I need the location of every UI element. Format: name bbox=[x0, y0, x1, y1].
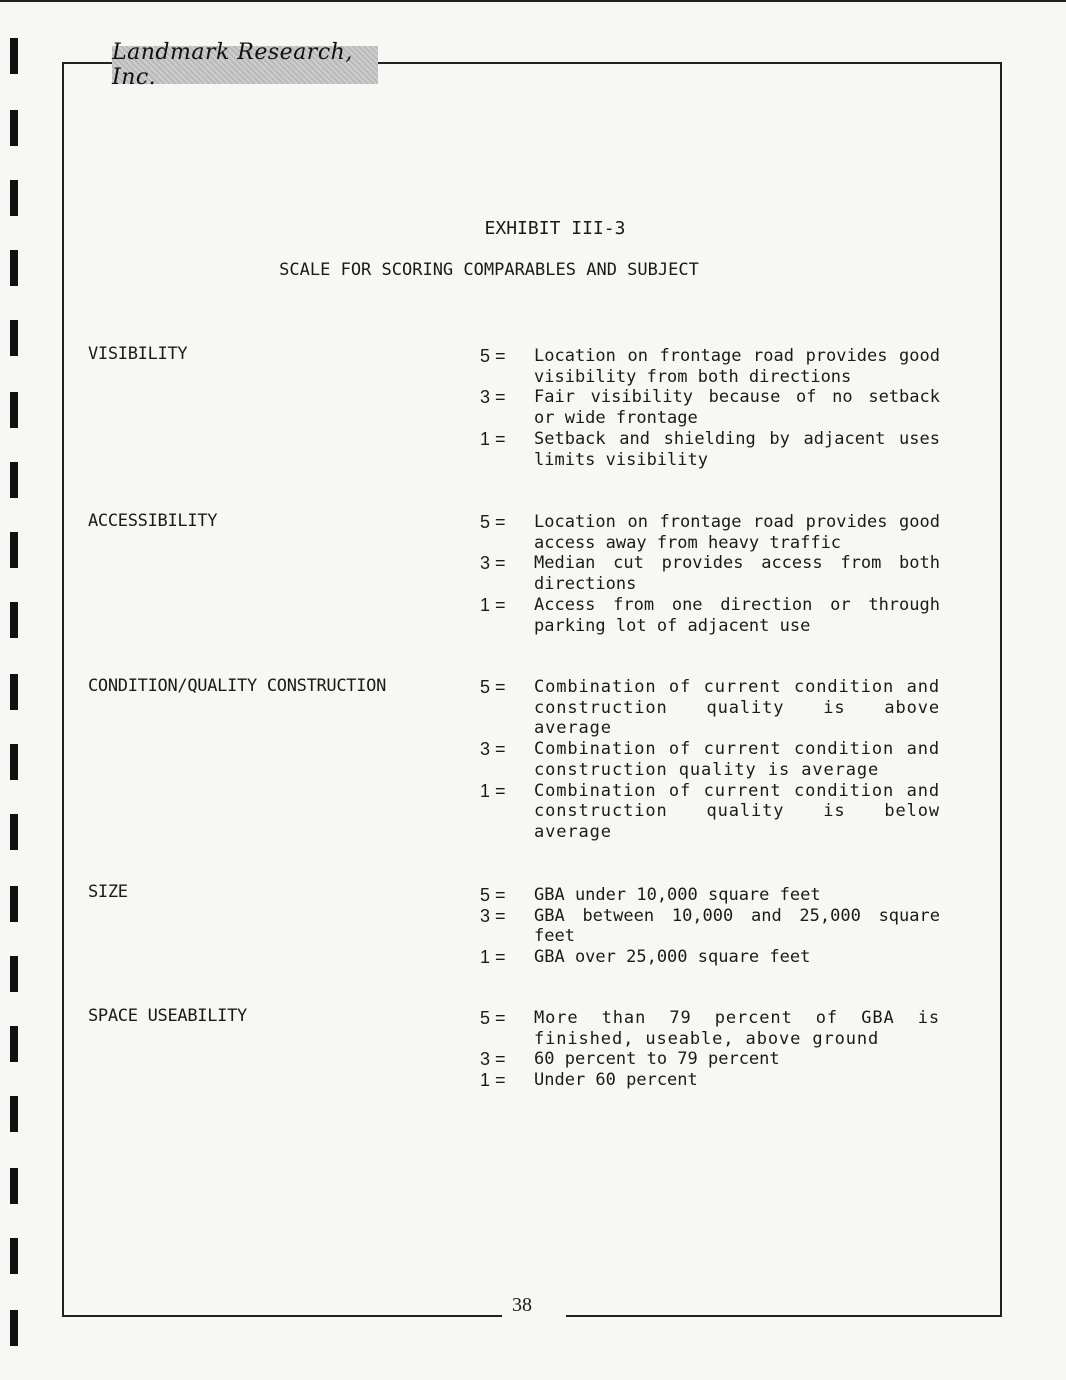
binding-hole bbox=[10, 1310, 18, 1346]
score-description: GBA over 25,000 square feet bbox=[534, 947, 811, 968]
scale-row bbox=[480, 595, 942, 636]
criterion-size: SIZE bbox=[88, 882, 128, 902]
score-label: 3 = bbox=[480, 739, 506, 760]
score-description: Combination of current condition and construction quality is average bbox=[534, 739, 940, 780]
page-top-edge bbox=[0, 0, 1066, 2]
score-label: 3 = bbox=[480, 1049, 506, 1070]
binding-hole bbox=[10, 1096, 18, 1132]
score-label: 1 = bbox=[480, 428, 506, 449]
binding-hole bbox=[10, 956, 18, 992]
binding-hole bbox=[10, 1168, 18, 1204]
scale-row bbox=[480, 906, 942, 947]
scale-space-useability bbox=[480, 1008, 942, 1091]
score-label: 5 = bbox=[480, 1008, 506, 1028]
criterion-visibility: VISIBILITY bbox=[88, 344, 188, 364]
binding-hole bbox=[10, 462, 18, 498]
binding-hole bbox=[10, 674, 18, 710]
binding-hole bbox=[10, 110, 18, 146]
scale-row bbox=[480, 947, 942, 968]
score-description: Location on frontage road provides good access away from heavy traffic bbox=[534, 512, 940, 553]
scale-row bbox=[480, 739, 942, 780]
scale-accessibility bbox=[480, 512, 942, 636]
score-label: 5 = bbox=[480, 677, 506, 697]
scale-size bbox=[480, 885, 942, 968]
score-label: 5 = bbox=[480, 512, 506, 532]
scale-row bbox=[480, 387, 942, 428]
score-description: Access from one direction or through parking lot of adjacent use bbox=[534, 594, 940, 636]
score-description: More than 79 percent of GBA is finished, useable, above ground bbox=[534, 1008, 940, 1049]
score-label: 5 = bbox=[480, 346, 506, 366]
score-description: Median cut provides access from both directions bbox=[534, 553, 940, 595]
scale-row bbox=[480, 553, 942, 594]
binding-hole bbox=[10, 532, 18, 568]
scale-row bbox=[480, 677, 942, 739]
score-description: Setback and shielding by adjacent uses limits visibility bbox=[534, 428, 940, 470]
scale-visibility bbox=[480, 346, 942, 470]
scale-row bbox=[480, 346, 942, 387]
criterion-condition-quality: CONDITION/QUALITY CONSTRUCTION bbox=[88, 676, 387, 696]
exhibit-title: EXHIBIT III-3 bbox=[484, 218, 626, 239]
binding-hole bbox=[10, 886, 18, 922]
scale-condition-quality bbox=[480, 677, 942, 843]
company-logo bbox=[112, 40, 378, 90]
score-description: Fair visibility because of no setback or wide frontage bbox=[534, 387, 940, 429]
company-logo-text: Landmark Research, Inc. bbox=[112, 40, 353, 90]
binding-hole bbox=[10, 1238, 18, 1274]
binding-hole bbox=[10, 1026, 18, 1062]
score-label: 1 = bbox=[480, 780, 506, 801]
score-description: Location on frontage road provides good visibility from both directions bbox=[534, 346, 940, 387]
page-number: 38 bbox=[512, 1294, 532, 1316]
score-label: 3 = bbox=[480, 553, 506, 574]
scale-row bbox=[480, 781, 942, 843]
binding-hole bbox=[10, 38, 18, 74]
scale-row bbox=[480, 512, 942, 553]
scale-row bbox=[480, 1070, 942, 1091]
score-description: Under 60 percent bbox=[534, 1070, 698, 1091]
score-description: Combination of current condition and construction quality is below average bbox=[534, 780, 940, 842]
score-label: 3 = bbox=[480, 387, 506, 408]
score-description: GBA between 10,000 and 25,000 square feet bbox=[534, 905, 940, 947]
binding-hole bbox=[10, 744, 18, 780]
scale-row bbox=[480, 885, 942, 906]
criterion-space-useability: SPACE USEABILITY bbox=[88, 1006, 247, 1026]
scale-row bbox=[480, 429, 942, 470]
score-description: Combination of current condition and construction quality is above average bbox=[534, 677, 940, 739]
exhibit-subtitle: SCALE FOR SCORING COMPARABLES AND SUBJECT bbox=[279, 260, 699, 280]
scale-row bbox=[480, 1049, 942, 1070]
binding-hole bbox=[10, 320, 18, 356]
binding-hole bbox=[10, 814, 18, 850]
score-description: GBA under 10,000 square feet bbox=[534, 885, 821, 905]
score-description: 60 percent to 79 percent bbox=[534, 1049, 780, 1070]
binding-hole bbox=[10, 602, 18, 638]
score-label: 5 = bbox=[480, 885, 506, 905]
score-label: 1 = bbox=[480, 1070, 506, 1091]
criterion-accessibility: ACCESSIBILITY bbox=[88, 511, 218, 531]
score-label: 3 = bbox=[480, 905, 506, 926]
score-label: 1 = bbox=[480, 594, 506, 615]
binding-hole bbox=[10, 180, 18, 216]
scale-row bbox=[480, 1008, 942, 1049]
binding-hole bbox=[10, 392, 18, 428]
score-label: 1 = bbox=[480, 947, 506, 968]
